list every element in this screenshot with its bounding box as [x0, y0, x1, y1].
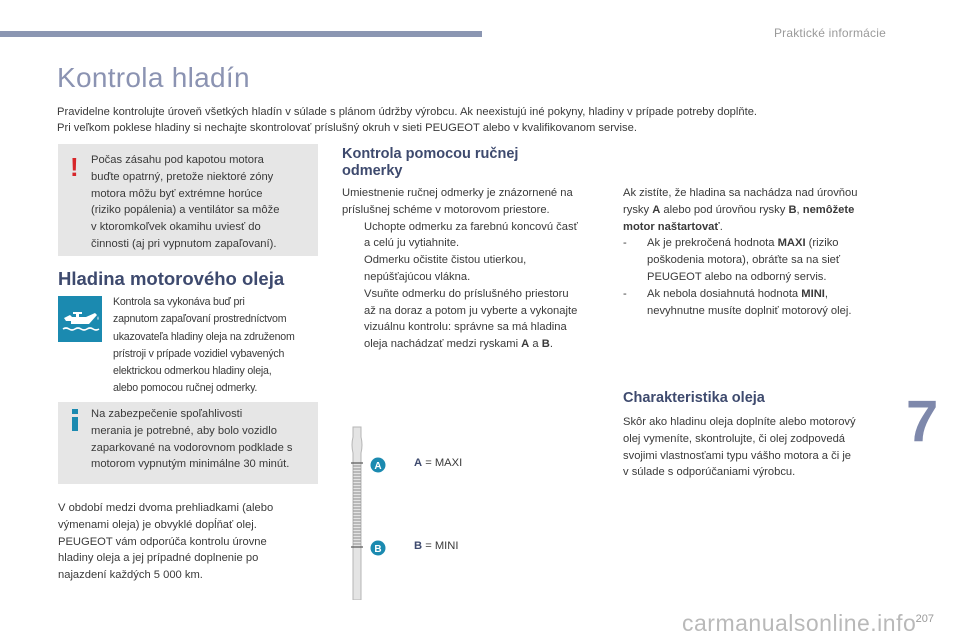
- text-span: Ak nebola dosiahnutá hodnota: [647, 287, 802, 300]
- text-span: alebo pod úrovňou rysky: [660, 203, 789, 216]
- oil-level-line: ukazovateľa hladiny oleja na združenom: [113, 330, 295, 343]
- section-name: Praktické informácie: [773, 26, 886, 40]
- level-info-line: Ak zistíte, že hladina sa nachádza nad úrovňou: [623, 187, 858, 199]
- dash-marker: -: [623, 237, 627, 250]
- oil-characteristics-text: [623, 414, 893, 481]
- manual-check-text: [342, 185, 604, 353]
- mark-a: A: [652, 203, 661, 216]
- and-text: a: [529, 338, 542, 351]
- manual-check-heading-line: Kontrola pomocou ručnej: [342, 146, 519, 162]
- info-line: zaparkované na vodorovnom podklade s: [91, 441, 293, 454]
- oil-level-line: zapnutom zapaľovaní prostredníctvom: [113, 313, 287, 326]
- manual-check-intro-line: Umiestnenie ručnej odmerky je znázornené na: [342, 187, 573, 199]
- info-line: Na zabezpečenie spoľahlivosti: [91, 408, 243, 420]
- step-item: [342, 286, 604, 353]
- marker-b-icon: [370, 540, 386, 556]
- dash-line: [647, 286, 893, 303]
- label-letter: B: [414, 540, 423, 552]
- info-text: [91, 406, 316, 473]
- svg-text:A: A: [374, 461, 382, 472]
- watermark: carmanualsonline.info: [682, 610, 917, 636]
- emphasis-text: nemôžete: [802, 203, 855, 216]
- dash-line: nevyhnutne musíte doplniť motorový olej.: [647, 304, 852, 317]
- text-span: ,: [824, 287, 828, 300]
- info-icon: [66, 408, 84, 432]
- warning-line: motora môžu byť extrémne horúce: [91, 187, 263, 200]
- level-info-text: [623, 185, 893, 319]
- characteristics-line: olej vymeníte, skontrolujte, či olej zodpovedá: [623, 432, 846, 445]
- dash-item: [623, 286, 893, 320]
- intro-line: Pri veľkom poklese hladiny si nechajte skontrolovať príslušný okruh v sieti PEUGEOT alebo v kvalifikovanom servise.: [57, 122, 637, 134]
- oil-characteristics-heading: Charakteristika oleja: [623, 390, 765, 406]
- text-span: rysky: [623, 203, 653, 216]
- dash-line: poškodenia motora), obráťte sa na sieť: [647, 254, 841, 267]
- mark-b: B: [788, 203, 797, 216]
- characteristics-line: svojimi vlastnosťami typu vášho motora a či je: [623, 449, 852, 462]
- oil-level-heading: Hladina motorového oleja: [58, 268, 285, 289]
- step-line: [364, 336, 604, 353]
- warning-box: [58, 144, 318, 256]
- maxi-text: MAXI: [777, 237, 806, 250]
- step-line: Vsuňte odmerku do príslušného priestoru: [364, 287, 569, 300]
- characteristics-line: Skôr ako hladinu oleja doplníte alebo motorový: [623, 416, 856, 428]
- manual-check-intro-line: príslušnej schéme v motorovom priestore.: [342, 203, 550, 216]
- exclamation-icon: !: [70, 152, 79, 182]
- label-text: = MINI: [422, 540, 459, 552]
- mark-b: B: [541, 338, 550, 351]
- dash-line: PEUGEOT alebo na odborný servis.: [647, 270, 827, 283]
- level-info-line: [623, 219, 893, 236]
- step-line: Odmerku očistite čistou utierkou,: [364, 254, 527, 267]
- step-line: vizuálnu kontrolu: správne sa má hladina: [364, 321, 567, 334]
- text-span: .: [719, 220, 723, 233]
- oil-level-line: Kontrola sa vykonáva buď pri: [113, 296, 245, 308]
- header-bar: [0, 31, 482, 37]
- info-box: [58, 402, 318, 484]
- label-letter: A: [414, 457, 423, 469]
- manual-check-heading-line: odmerky: [342, 163, 403, 179]
- mini-text: MINI: [801, 287, 825, 300]
- interval-line: V období medzi dvoma prehliadkami (alebo: [58, 502, 274, 514]
- oil-level-line: alebo pomocou ručnej odmerky.: [113, 382, 258, 395]
- warning-line: činnosti (aj pri vypnutom zapaľovaní).: [91, 237, 277, 250]
- step-text: oleja nachádzať medzi ryskami: [364, 338, 522, 351]
- dipstick-illustration: [345, 425, 387, 600]
- step-line: až na doraz a potom ju vyberte a vykonajte: [364, 304, 578, 317]
- page-number: 207: [915, 613, 934, 625]
- interval-line: výmenami oleja) je obvyklé dopĺňať olej.: [58, 518, 257, 531]
- warning-line: v ktoromkoľvek okamihu uviesť do: [91, 221, 261, 234]
- manual-check-heading: [342, 146, 572, 180]
- warning-line: Počas zásahu pod kapotou motora: [91, 154, 264, 166]
- step-line: nepúšťajúcou vlákna.: [364, 270, 471, 283]
- text-span: Ak je prekročená hodnota: [647, 237, 778, 250]
- intro-line: Pravidelne kontrolujte úroveň všetkých hladín v súlade s plánom údržby výrobcu. Ak neexistujú iné pokyny, hladiny v prípade potreby doplňte.: [57, 106, 758, 118]
- level-info-line: [623, 202, 893, 219]
- characteristics-line: v súlade s odporúčaniami výrobcu.: [623, 466, 796, 479]
- oil-level-line: elektrickou odmerkou hladiny oleja,: [113, 365, 272, 378]
- interval-line: hladiny oleja a jej prípadné doplnenie po: [58, 552, 259, 565]
- oil-level-text: [113, 294, 323, 398]
- info-line: merania je potrebné, aby bolo vozidlo: [91, 424, 277, 437]
- text-span: ,: [796, 203, 803, 216]
- dash-item: [623, 235, 893, 285]
- dash-line: [647, 235, 893, 252]
- mark-a: A: [521, 338, 530, 351]
- text-span: (riziko: [805, 237, 839, 250]
- interval-line: PEUGEOT vám odporúča kontrolu úrovne: [58, 535, 267, 548]
- maxi-label: [414, 457, 462, 469]
- step-item: [342, 252, 604, 286]
- emphasis-text: motor naštartovať: [623, 220, 720, 233]
- period: .: [549, 338, 553, 351]
- svg-text:B: B: [374, 544, 382, 555]
- mini-label: [414, 540, 458, 552]
- chapter-number: 7: [906, 389, 939, 454]
- step-item: [342, 219, 604, 253]
- intro-paragraph: [57, 104, 857, 136]
- step-line: Uchopte odmerku za farebnú koncovú časť: [364, 220, 578, 233]
- page-title: Kontrola hladín: [57, 62, 250, 93]
- step-line: a celú ju vytiahnite.: [364, 237, 460, 250]
- warning-line: (riziko popálenia) a ventilátor sa môže: [91, 204, 280, 217]
- label-text: = MAXI: [422, 457, 463, 469]
- warning-text: [91, 152, 311, 253]
- interval-line: najazdení každých 5 000 km.: [58, 569, 203, 582]
- warning-line: buďte opatrný, pretože niektoré zóny: [91, 170, 274, 183]
- oil-level-line: prístroji v prípade vozidiel vybavených: [113, 347, 285, 360]
- oil-can-icon: [58, 296, 102, 342]
- info-line: motorom vypnutým minimálne 30 minút.: [91, 458, 290, 471]
- marker-a-icon: [370, 457, 386, 473]
- oil-interval-text: [58, 500, 318, 584]
- dash-marker: -: [623, 287, 627, 300]
